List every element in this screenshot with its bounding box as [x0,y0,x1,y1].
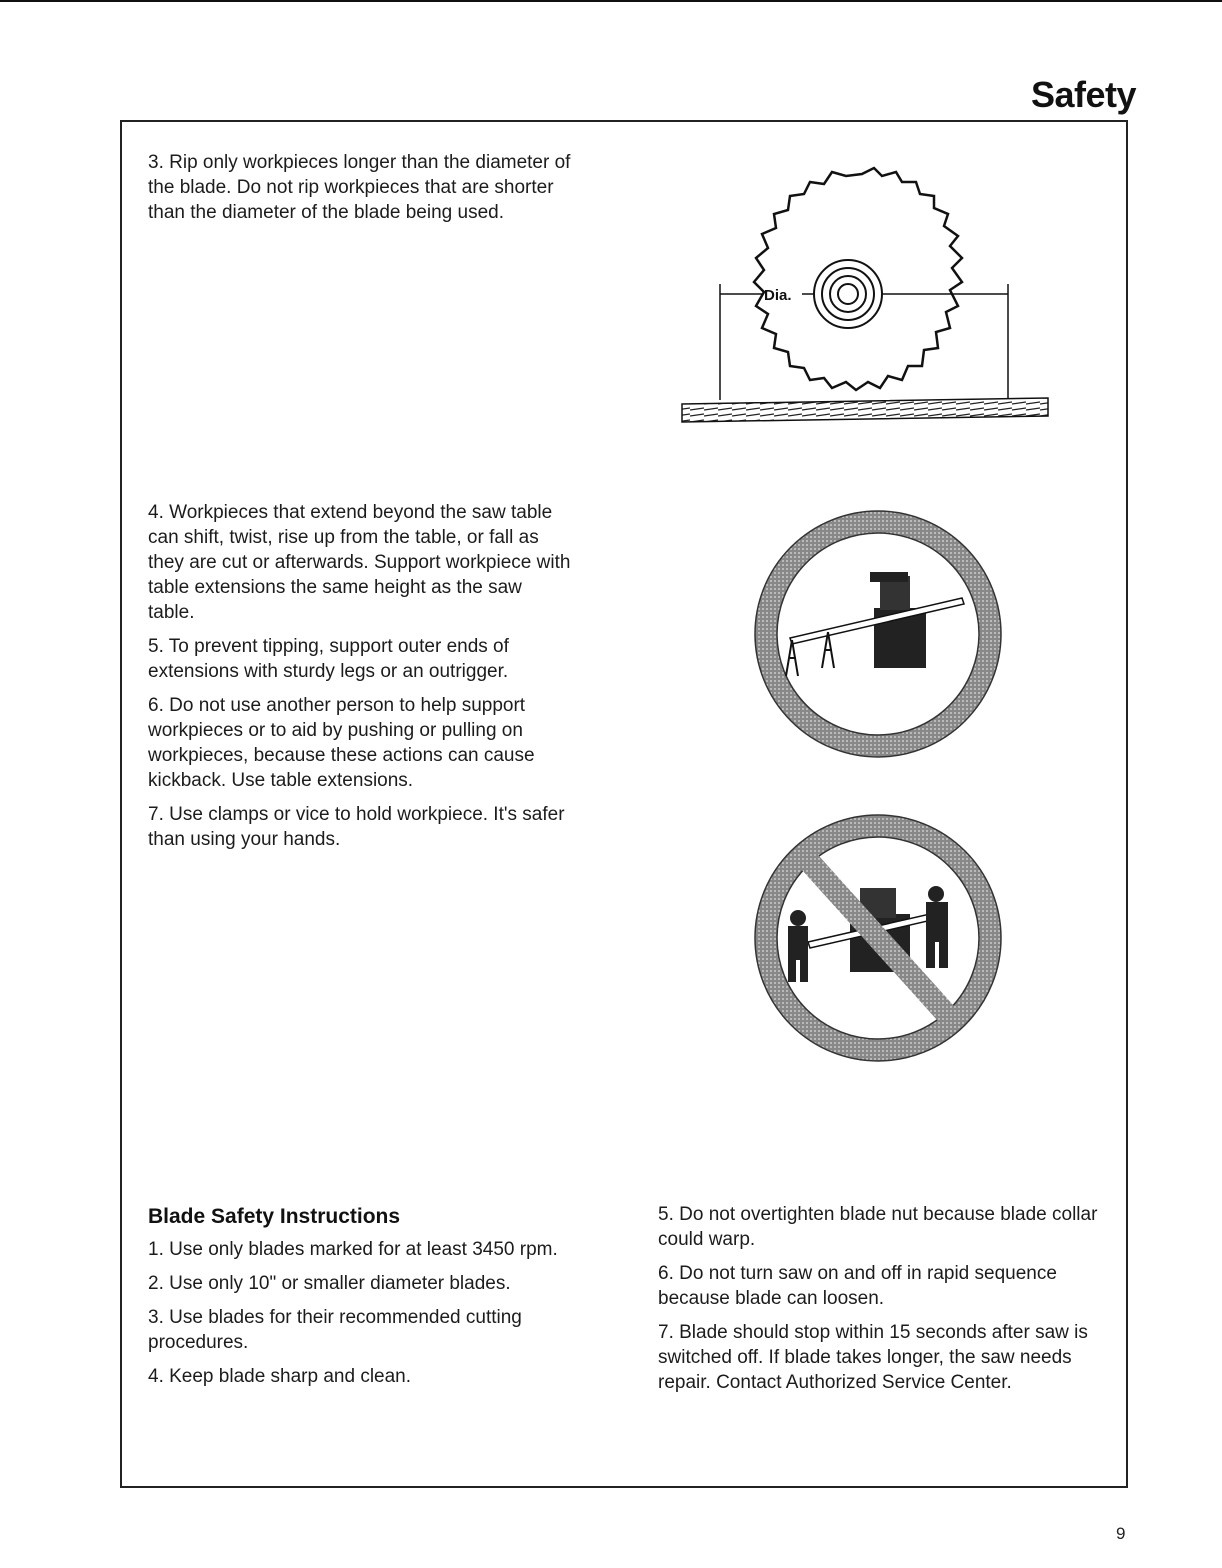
blade-item-3: 3. Use blades for their recommended cutting procedures. [148,1307,522,1353]
top-rule [0,0,1222,2]
blade-item-1: 1. Use only blades marked for at least 3450 rpm. [148,1239,558,1260]
diameter-label: Dia. [764,287,792,304]
no-helper-figure [750,814,1006,1062]
rip-instruction [148,150,573,234]
blade-diameter-figure [676,160,1056,430]
blade-safety-right [658,1202,1098,1404]
blade-item-2: 2. Use only 10" or smaller diameter blades. [148,1273,511,1294]
support-item-6: 6. Do not use another person to help support workpieces or to aid by pushing or pulling on workpieces, because these actions can cause kickback. Use table extensions. [148,695,535,791]
table-extension-figure [750,508,1006,760]
blade-item-5: 5. Do not overtighten blade nut because blade collar could warp. [658,1204,1098,1250]
arbor-icon [814,260,882,328]
section-title: Safety [1030,74,1136,115]
support-item-5: 5. To prevent tipping, support outer ends of extensions with sturdy legs or an outrigger. [148,636,509,682]
support-item-4: 4. Workpieces that extend beyond the saw table can shift, twist, rise up from the table, or fall as they are cut or afterwards. Support workpiece with table extensions the same height as the saw table. [148,502,571,623]
blade-item-7: 7. Blade should stop within 15 seconds after saw is switched off. If blade takes longer, the saw needs repair. Contact Authorized Service Center. [658,1322,1088,1393]
wood-board [682,398,1048,422]
blade-safety-left [148,1204,573,1398]
blade-safety-heading: Blade Safety Instructions [148,1205,401,1228]
support-instructions [148,500,573,861]
blade-item-4: 4. Keep blade sharp and clean. [148,1366,412,1387]
rip-item-3: 3. Rip only workpieces longer than the diameter of the blade. Do not rip workpieces that are shorter than the diameter of the blade being used. [148,152,571,223]
blade-item-6: 6. Do not turn saw on and off in rapid sequence because blade can loosen. [658,1263,1057,1309]
page-number: 9 [1116,1524,1126,1543]
support-item-7: 7. Use clamps or vice to hold workpiece. It's safer than using your hands. [148,804,565,850]
